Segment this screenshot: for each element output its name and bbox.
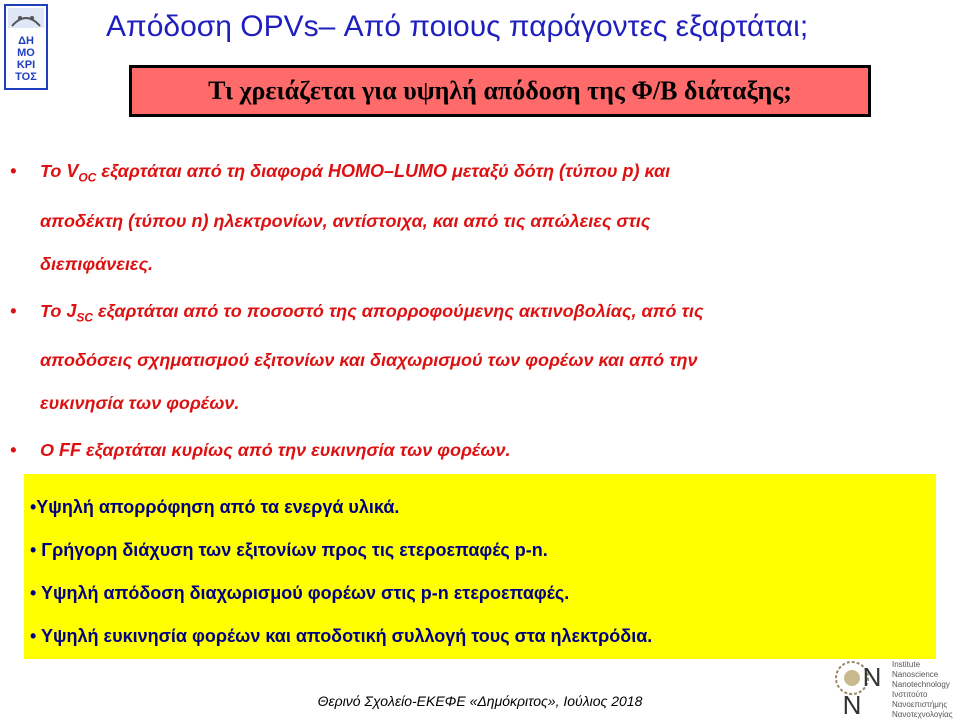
bullet-text: Το V [40, 161, 79, 181]
bullet-list [10, 150, 940, 476]
institute-text-line: Νανοεπιστήμης [892, 700, 948, 709]
institute-text-line: Νανοτεχνολογίας [892, 710, 953, 719]
question-text: Τι χρειάζεται για υψηλή απόδοση της Φ/Β διάταξης; [208, 76, 792, 105]
question-box [129, 65, 871, 117]
institute-text [892, 660, 953, 720]
svg-text:ΤΟΣ: ΤΟΣ [15, 71, 37, 83]
institute-text-line: Institute [892, 660, 921, 669]
bullet-marker: • [10, 440, 17, 461]
bullet-line [40, 429, 940, 472]
bullet-text: εξαρτάται από τη διαφορά HOMO–LUMO μεταξύ δότη (τύπου p) και [96, 161, 671, 181]
requirement-item: • Υψηλή απόδοση διαχωρισμού φορέων στις p-n ετεροεπαφές. [30, 583, 570, 603]
bullet-text: αποδόσεις σχηματισμού εξιτονίων και διαχωρισμού των φορέων και από την [40, 350, 698, 371]
requirements-box [24, 474, 936, 659]
footer: Θερινό Σχολείο-ΕΚΕΦΕ «Δημόκριτος», Ιούλιος 2018 [317, 693, 643, 709]
bullet-text: αποδέκτη (τύπου n) ηλεκτρονίων, αντίστοιχα, και από τις απώλειες στις [40, 210, 651, 231]
bullet-item [10, 150, 940, 286]
bullet-text: διεπιφάνειες. [40, 253, 154, 274]
bullet-subscript: OC [78, 170, 97, 185]
slide-title: Απόδοση OPVs– Από ποιους παράγοντες εξαρτάται; [106, 10, 809, 43]
logo-letter-top: N [862, 662, 882, 692]
bullet-subscript: SC [76, 310, 94, 325]
bullet-line [40, 339, 940, 382]
bullet-text: ευκινησία των φορέων. [40, 393, 240, 414]
demokritos-logo [4, 4, 48, 90]
institute-text-line: Ινστιτούτο [892, 690, 928, 699]
svg-text:ΜΟ: ΜΟ [17, 47, 35, 59]
svg-text:ΔΗ: ΔΗ [18, 35, 34, 47]
bullet-text: Το J [40, 300, 77, 321]
bullet-marker: • [10, 300, 17, 321]
bullet-item [10, 429, 940, 472]
bullet-text: εξαρτάται από το ποσοστό της απορροφούμενης ακτινοβολίας, από τις [93, 300, 704, 321]
institute-text-line: Nanoscience [892, 670, 939, 679]
requirement-item: • Υψηλή ευκινησία φορέων και αποδοτική συλλογή τους στα ηλεκτρόδια. [30, 626, 653, 646]
bullet-line [40, 382, 940, 425]
institute-text-line: Nanotechnology [892, 680, 950, 689]
bullet-marker: • [10, 161, 17, 181]
bullet-item [10, 290, 940, 426]
requirement-item: • Γρήγορη διάχυση των εξιτονίων προς τις ετεροεπαφές p-n. [30, 540, 548, 560]
svg-text:ΚΡΙ: ΚΡΙ [16, 59, 36, 71]
logo-letter-bottom: N [842, 690, 862, 716]
bullet-line [40, 290, 940, 340]
bullet-line [40, 200, 940, 243]
bullet-line [40, 243, 940, 286]
bullet-text: Ο FF εξαρτάται κυρίως από την ευκινησία των φορέων. [40, 440, 511, 461]
requirement-item: •Υψηλή απορρόφηση από τα ενεργά υλικά. [30, 497, 400, 517]
bullet-line [40, 150, 940, 200]
